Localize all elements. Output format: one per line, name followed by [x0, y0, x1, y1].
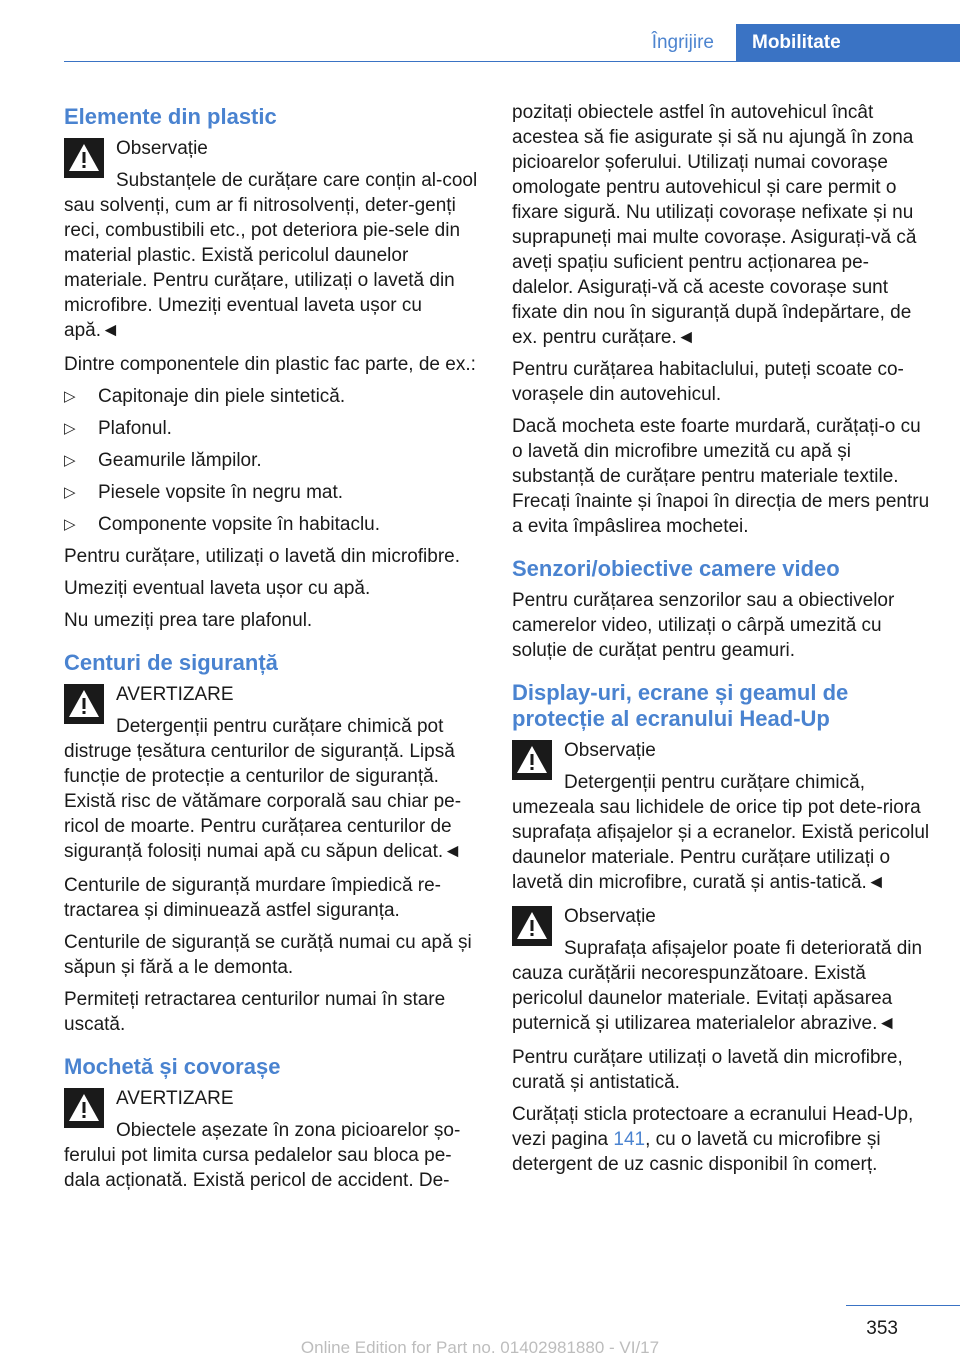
warning-text-continued: pozitați obiectele astfel în autovehicul încât acestea să fie asigurate și să nu ajungă în zona picioarelor șoferului. Utilizați numai covorașe omologate pentru autovehicul și care permit o fixare sigură. Nu utilizați covorașe nefixate și nu suprapuneți mai multe covorașe. Asigurați-vă că aveți spațiu suficient pentru acționarea pe-dalelor. Asigurați-vă că aceste covorașe sunt fixate din nou în siguranță după îndepărtare, de ex. pentru curățare.◄	[512, 102, 917, 348]
paragraph: Pentru curățarea senzorilor sau a obiectivelor camerelor video, utilizați o cârpă umezită cu soluție de curățat pentru geamuri.	[512, 590, 895, 661]
warning-triangle-icon	[64, 684, 104, 724]
list-item-text: Piesele vopsite în negru mat.	[98, 482, 344, 503]
paragraph: Centurile de siguranță murdare împiedică re-tractarea și diminuează astfel siguranța.	[64, 875, 442, 921]
warning-mats	[64, 1086, 478, 1193]
paragraph-text: , cu o lavetă cu microfibre și detergent de uz casnic disponibil în comerț.	[512, 1129, 881, 1175]
paragraph: Permiteți retractarea centurilor numai în stare uscată.	[64, 989, 446, 1035]
paragraph: Pentru curățarea habitaclului, puteți scoate co-vorașele din autovehicul.	[512, 359, 904, 405]
triangle-bullet-icon: ▷	[64, 420, 76, 437]
list-item	[64, 416, 478, 441]
paragraph: Umeziți eventual laveta ușor cu apă.	[64, 578, 371, 599]
triangle-bullet-icon: ▷	[64, 452, 76, 469]
list-item-text: Geamurile lămpilor.	[98, 450, 262, 471]
left-column	[64, 100, 478, 1202]
heading-belts: Centuri de siguranță	[64, 650, 278, 675]
right-column	[512, 100, 930, 1184]
triangle-bullet-icon: ▷	[64, 516, 76, 533]
warning-title: Observație	[564, 906, 656, 927]
header-divider	[64, 61, 960, 62]
page-header	[0, 24, 960, 62]
warning-displays-1	[512, 738, 930, 895]
page-number: 353	[866, 1318, 898, 1339]
warning-title: AVERTIZARE	[116, 684, 234, 705]
heading-sensors: Senzori/obiective camere video	[512, 556, 840, 581]
warning-title: Observație	[116, 138, 208, 159]
list-item-text: Componente vopsite în habitaclu.	[98, 514, 381, 535]
warning-triangle-icon	[512, 906, 552, 946]
warning-title: Observație	[564, 740, 656, 761]
heading-displays: Display-uri, ecrane și geamul de protecție al ecranului Head-Up	[512, 680, 849, 731]
warning-triangle-icon	[512, 740, 552, 780]
warning-triangle-icon	[64, 138, 104, 178]
paragraph: Pentru curățare utilizați o lavetă din microfibre, curată și antistatică.	[512, 1047, 903, 1093]
list-item	[64, 384, 478, 409]
triangle-bullet-icon: ▷	[64, 388, 76, 405]
warning-triangle-icon	[64, 1088, 104, 1128]
list-item-text: Plafonul.	[98, 418, 172, 439]
warning-plastic	[64, 136, 478, 343]
warning-title: AVERTIZARE	[116, 1088, 234, 1109]
footer-divider	[846, 1305, 960, 1306]
paragraph: Centurile de siguranță se curăță numai cu apă și săpun și fără a le demonta.	[64, 932, 472, 978]
warning-text: Obiectele așezate în zona picioarelor șo-ferului pot limita cursa pedalelor sau bloca pe-dala acționată. Există pericol de accident. De-	[64, 1120, 461, 1191]
list-item-text: Capitonaje din piele sintetică.	[98, 386, 346, 407]
edition-footer: Online Edition for Part no. 01402981880 - VI/17	[300, 1338, 660, 1357]
paragraph: Dacă mocheta este foarte murdară, curățați-o cu o lavetă din microfibre umezită cu apă și substanță de curățare pentru materiale textile. Frecați înainte și înapoi în direcția de mers pentru a evita împâslirea mochetei.	[512, 416, 930, 537]
paragraph: Nu umeziți prea tare plafonul.	[64, 610, 313, 631]
section-tab-mobilitate[interactable]: Mobilitate	[736, 24, 960, 62]
warning-text: Suprafața afișajelor poate fi deteriorată din cauza curățării necorespunzătoare. Există pericolul daunelor materiale. Evitați apăsarea puternică și utilizarea materialelor abrazive.◄	[512, 938, 923, 1034]
heading-mats: Mochetă și covorașe	[64, 1054, 281, 1079]
paragraph-with-link	[512, 1102, 930, 1177]
warning-text: Detergenții pentru curățare chimică pot distruge țesătura centurilor de siguranță. Lipsă funcție de protecție a centurilor de siguranță. Există risc de vătămare corporală sau chiar pe-ricol de moarte. Pentru curățarea centurilor de siguranță folosiți numai apă cu săpun delicat.◄	[64, 716, 462, 862]
paragraph: Pentru curățare, utilizați o lavetă din microfibre.	[64, 546, 461, 567]
section-tab-ingrijire[interactable]: Îngrijire	[651, 32, 714, 53]
plastic-components-list	[64, 384, 478, 537]
list-item	[64, 480, 478, 505]
heading-plastic: Elemente din plastic	[64, 104, 277, 129]
warning-text: Substanțele de curățare care conțin al-cool sau solvenți, cum ar fi nitrosolvenți, deter-genți reci, combustibili etc., pot deteriora pie-sele din material plastic. Există pericolul daunelor materiale. Pentru curățare, utilizați o lavetă din microfibre. Umeziți eventual laveta ușor cu apă.◄	[64, 170, 478, 341]
list-item	[64, 512, 478, 537]
warning-belts	[64, 682, 478, 864]
warning-text: Detergenții pentru curățare chimică, umezeala sau lichidele de orice tip pot dete-riora suprafața afișajelor și a ecranelor. Există pericolul daunelor materiale. Pentru curățare utilizați o lavetă din microfibre, curată și antis-tatică.◄	[512, 772, 930, 893]
paragraph-text: Curățați sticla protectoare a ecranului Head-Up, vezi pagina	[512, 1104, 914, 1150]
triangle-bullet-icon: ▷	[64, 484, 76, 501]
paragraph: Dintre componentele din plastic fac parte, de ex.:	[64, 354, 476, 375]
page-link[interactable]: 141	[613, 1129, 646, 1150]
warning-displays-2	[512, 904, 930, 1036]
list-item	[64, 448, 478, 473]
